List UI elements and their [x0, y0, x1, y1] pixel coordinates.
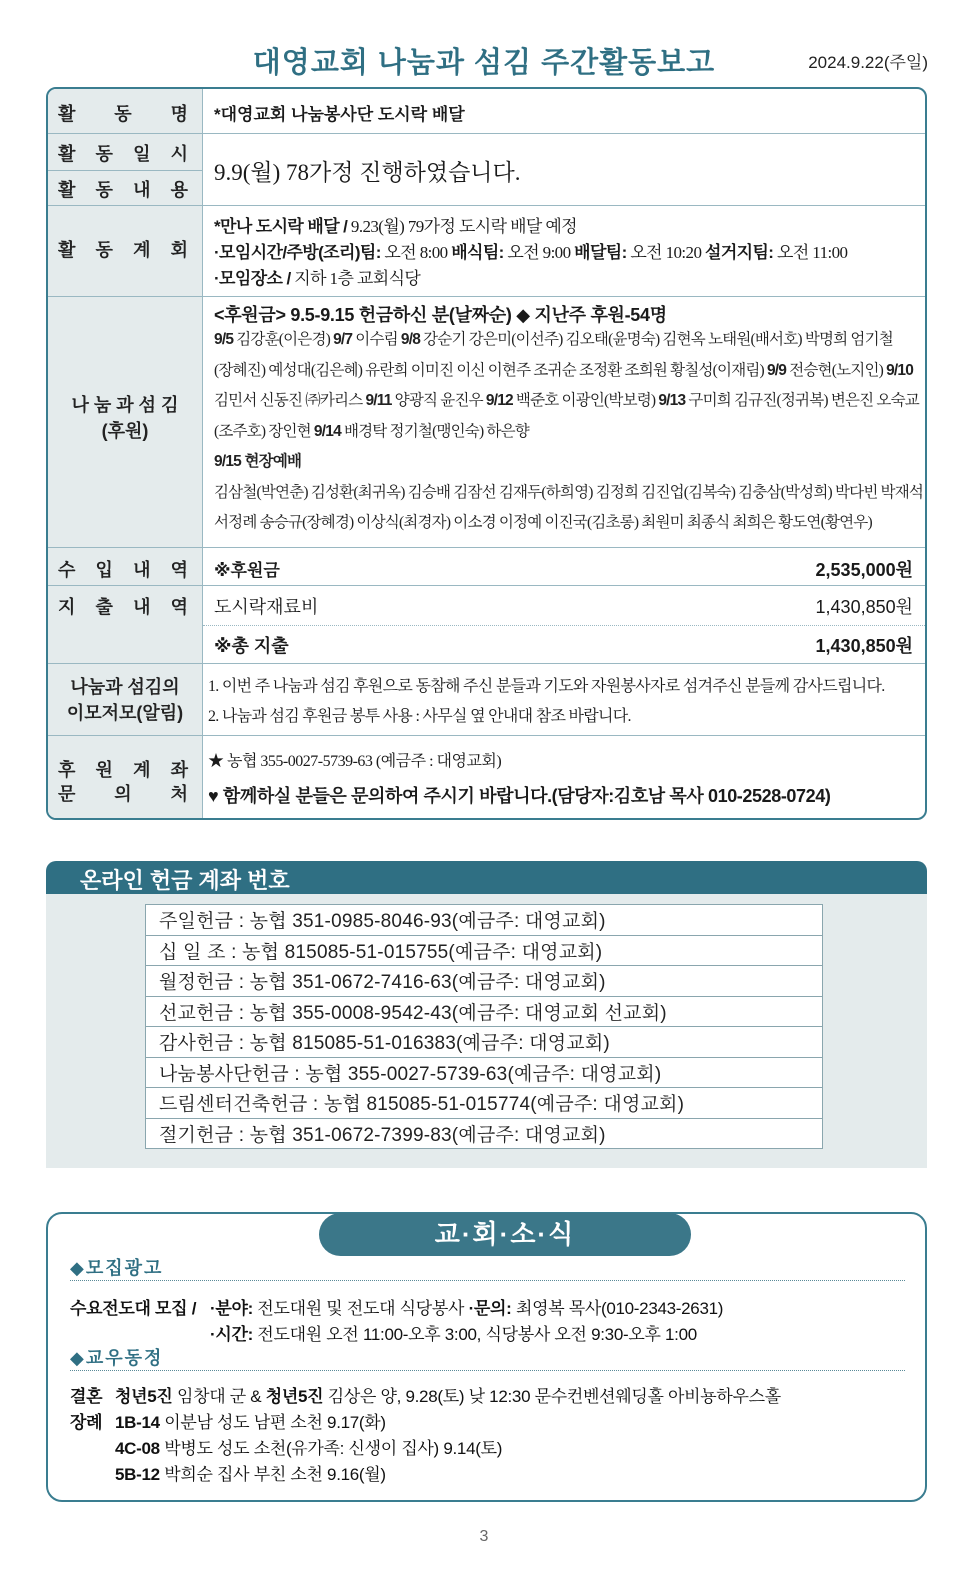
donor-heading: <후원금> 9.5-9.15 헌금하신 분(날짜순) ◆ 지난주 후원-54명 — [214, 305, 667, 325]
donor-names: 백준호 이광인(박보령) — [512, 392, 659, 409]
donor-date: 9/11 — [365, 392, 392, 409]
label-activity-date-content: 활 동 일 시 활 동 내 용 — [48, 134, 203, 205]
table-row — [146, 935, 823, 966]
account-cell: 절기헌금 : 농협 351-0672-7399-83(예금주: 대영교회) — [146, 1118, 823, 1149]
donor-line — [214, 417, 913, 448]
activity-name-value: *대영교회 나눔봉사단 도시락 배달 — [214, 105, 465, 124]
table-row — [146, 1088, 823, 1119]
donor-date: 9/5 — [214, 331, 234, 348]
donor-date: 9/10 — [886, 361, 914, 379]
table-row — [146, 996, 823, 1027]
account-cell: 주일헌금 : 농협 351-0985-8046-93(예금주: 대영교회) — [146, 905, 823, 936]
donor-date: 9/14 — [313, 422, 341, 440]
table-row — [146, 966, 823, 997]
account-cell: 월정헌금 : 농협 351-0672-7416-63(예금주: 대영교회) — [146, 966, 823, 997]
offering-account-table — [145, 904, 823, 1149]
online-offering-title: 온라인 헌금 계좌 번호 — [80, 868, 290, 893]
recruit-line-2: ·시간: 전도대원 오전 11:00-오후 3:00, 식당봉사 오전 9:30-오후 1:00 — [210, 1325, 697, 1344]
page-title: 대영교회 나눔과 섬김 주간활동보고 — [252, 47, 716, 79]
recruit-heading: ◆모집광고 — [70, 1258, 164, 1278]
row-account-contact — [48, 736, 925, 820]
wedding-item: 청년5진 임창대 군 & 청년5진 김상은 양, 9.28(토) 낮 12:30 문수컨벤션웨딩홀 아비뇽하우스홀 — [115, 1387, 781, 1406]
label-expense: 지 출 내 역 — [48, 586, 203, 663]
row-income — [48, 548, 925, 586]
donor-line — [214, 478, 924, 509]
donor-date: 9/7 — [333, 331, 353, 348]
contact-info: ♥ 함께하실 분들은 문의하여 주시기 바랍니다.(담당자:김호남 목사 010-2528-0724) — [208, 786, 831, 806]
funeral-item: 1B-14 이분남 성도 남편 소천 9.17(화) — [115, 1413, 386, 1432]
donor-date: 9/13 — [658, 392, 686, 409]
account-cell: 감사헌금 : 농협 815085-51-016383(예금주: 대영교회) — [146, 1027, 823, 1058]
report-date: 2024.9.22(주일) — [808, 53, 928, 72]
donor-line — [214, 447, 913, 478]
donor-date: 9/12 — [485, 392, 513, 409]
expense-total-item: ※총 지출 — [214, 636, 289, 656]
table-row — [146, 1057, 823, 1088]
online-offering-box — [46, 894, 927, 1168]
divider — [70, 1370, 905, 1371]
donor-date: 9/9 — [766, 361, 787, 379]
table-row — [146, 1027, 823, 1058]
donor-names: 양광직 윤진우 — [391, 392, 486, 409]
donor-line — [214, 508, 913, 539]
donor-line — [214, 356, 913, 387]
page-number: 3 — [479, 1528, 489, 1545]
donor-names: 배경탁 정기철(맹인숙) 하은향 — [340, 422, 529, 440]
row-sharing-donors — [48, 297, 925, 548]
notice-item: 2. 나눔과 섬김 후원금 봉투 사용 : 사무실 옆 안내대 참조 바랍니다. — [208, 708, 631, 725]
account-cell: 십 일 조 : 농협 815085-51-015755(예금주: 대영교회) — [146, 935, 823, 966]
funeral-item: 4C-08 박병도 성도 소천(유가족: 신생이 집사) 9.14(토) — [115, 1439, 503, 1458]
row-expense — [48, 586, 925, 664]
church-news-title: 교·회·소·식 — [319, 1213, 691, 1256]
activity-report-table — [46, 87, 927, 820]
funeral-item: 5B-12 박희순 집사 부친 소천 9.16(월) — [115, 1465, 386, 1484]
donor-names: 전승현(노지인) — [786, 361, 887, 379]
expense-item: 도시락재료비 — [214, 597, 319, 617]
table-row — [146, 1118, 823, 1149]
donation-account: ★ 농협 355-0027-5739-63 (예금주 : 대영교회) — [208, 753, 502, 770]
notice-item: 1. 이번 주 나눔과 섬김 후원으로 동참해 주신 분들과 기도와 자원봉사자로 섬겨주신 분들께 감사드립니다. — [208, 678, 885, 695]
recruit-name: 수요전도대 모집 / — [70, 1299, 197, 1318]
donor-names: 구미희 김규진(정귀복) 변은진 오숙교 — [685, 392, 919, 409]
table-row — [146, 905, 823, 936]
members-heading: ◆교우동정 — [70, 1348, 164, 1368]
donor-date: 9/8 — [400, 331, 421, 348]
donor-names: 강순기 강은미(이선주) 김오태(윤명숙) 김현옥 노태원(배서호) 박명희 엄기철 — [420, 331, 893, 348]
wedding-label: 결혼 — [70, 1387, 103, 1406]
notice-list — [208, 672, 913, 732]
income-item: ※후원금 — [214, 561, 280, 580]
label-account-contact: 후 원 계 좌 문 의 처 — [48, 736, 203, 820]
donor-names: 이수림 — [352, 331, 401, 348]
expense-amount: 1,430,850원 — [815, 597, 913, 617]
label-notice: 나눔과 섬김의 이모저모(알림) — [48, 664, 203, 735]
account-cell: 드림센터건축헌금 : 농협 815085-51-015774(예금주: 대영교회) — [146, 1088, 823, 1119]
label-activity-plan: 활 동 계 회 — [48, 206, 203, 296]
donor-line — [214, 325, 913, 356]
donor-names: 서정례 송승규(장혜경) 이상식(최경자) 이소경 이정예 이진국(김초롱) 최원미 최종식 최희은 황도연(황연우) — [214, 514, 872, 531]
label-income: 수 입 내 역 — [48, 548, 203, 585]
online-offering-header — [46, 861, 927, 894]
activity-plan-value: *만나 도시락 배달 / 9.23(월) 79가정 도시락 배달 예정 ·모임시간/주방(조리)팀: 오전 8:00 배식팀: 오전 9:00 배달팀: 오전 10:20 설거지팀: 오전 11:00 ·모임장소 / 지하 1층 교회식당 — [214, 217, 848, 288]
donor-names: (조주호) 장인현 — [214, 422, 314, 440]
donor-names: 김민서 신동진 ㈜카리스 — [214, 392, 366, 409]
row-activity-plan — [48, 206, 925, 297]
donor-names: (장혜진) 예성대(김은혜) 유란희 이미진 이신 이현주 조귀순 조정환 조희원 황칠성(이재림) — [214, 361, 767, 379]
donor-names: 김강훈(이은경) — [233, 331, 334, 348]
row-notice — [48, 664, 925, 736]
row-activity-date-content — [48, 134, 925, 206]
donor-names: 김삼철(박연춘) 김성환(최귀옥) 김승배 김잠선 김재두(하희영) 김정희 김진업(김복숙) 김충삼(박성희) 박다빈 박재석 — [214, 483, 924, 501]
divider — [70, 1280, 905, 1281]
label-activity-name: 활 동 명 — [48, 89, 203, 133]
donor-list — [214, 325, 924, 539]
label-sharing: 나 눔 과 섬 김 (후원) — [48, 297, 203, 547]
funeral-label: 장례 — [70, 1413, 103, 1432]
activity-content-value: 9.9(월) 78가정 진행하였습니다. — [214, 160, 521, 185]
account-cell: 나눔봉사단헌금 : 농협 355-0027-5739-63(예금주: 대영교회) — [146, 1057, 823, 1088]
income-amount: 2,535,000원 — [815, 560, 913, 580]
expense-total-amount: 1,430,850원 — [815, 636, 913, 656]
donor-line — [214, 386, 919, 417]
row-activity-name — [48, 89, 925, 134]
donor-date: 9/15 현장예배 — [214, 453, 302, 470]
recruit-line-1: ·분야: 전도대원 및 전도대 식당봉사 ·문의: 최영복 목사(010-2343-2631) — [210, 1299, 724, 1318]
account-cell: 선교헌금 : 농협 355-0008-9542-43(예금주: 대영교회 선교회) — [146, 996, 823, 1027]
